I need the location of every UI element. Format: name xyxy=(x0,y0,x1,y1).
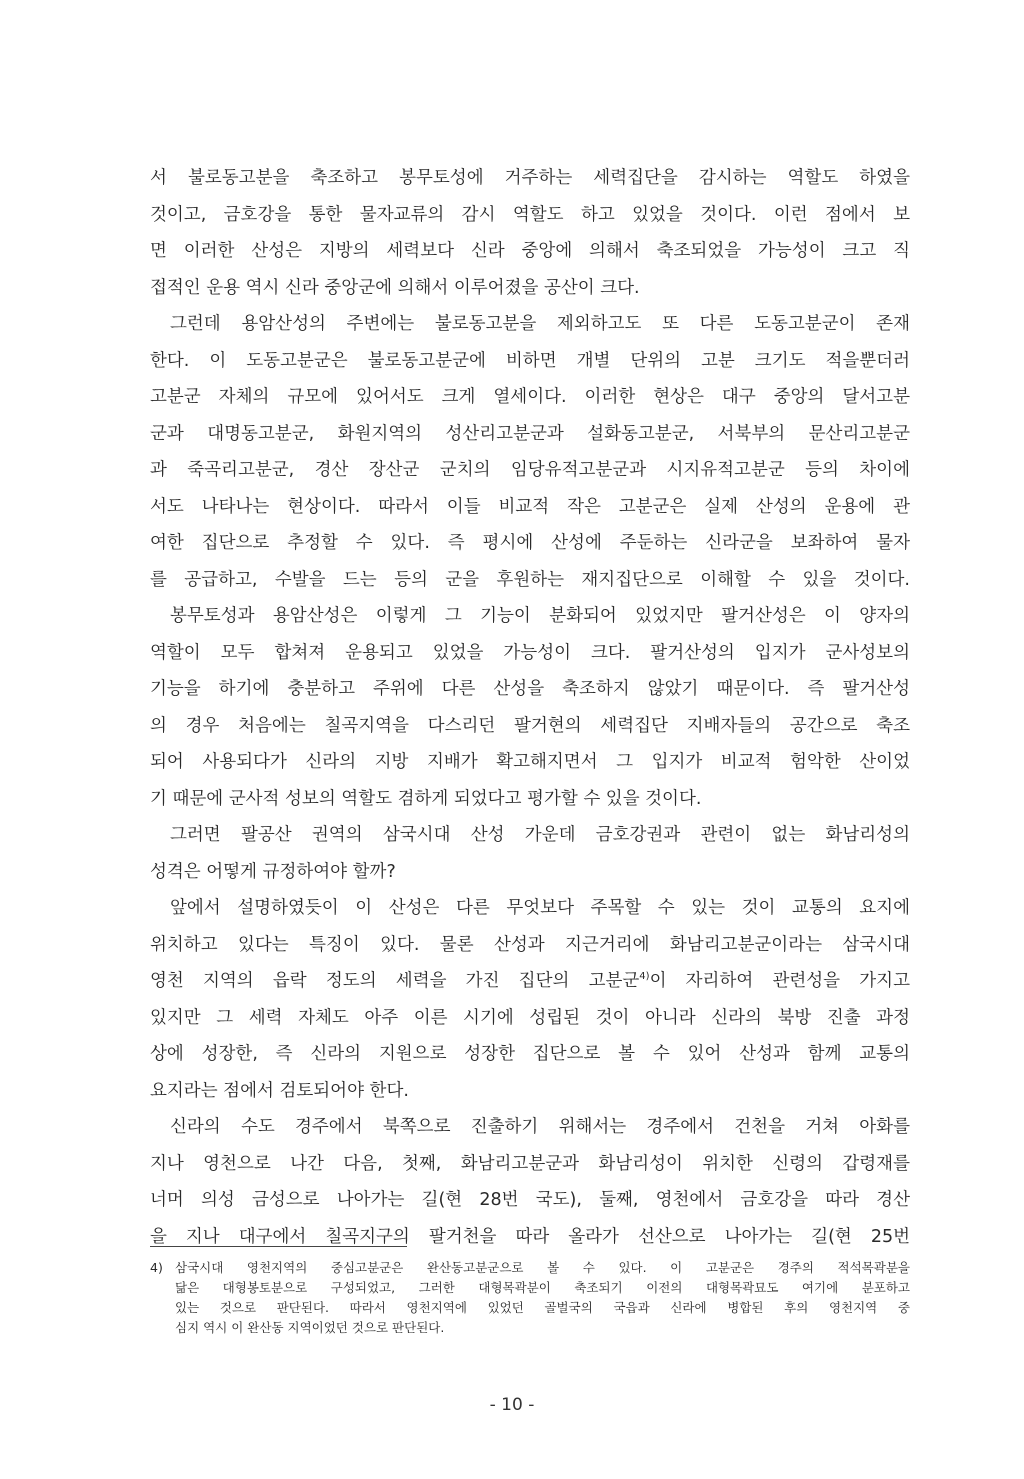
footnote-line: 있는 것으로 판단된다. 따라서 영천지역에 있었던 골벌국의 국읍과 신라에 병합된 후의 영천지역 중 xyxy=(175,1300,910,1315)
body-line-part: 이 자리하여 관련성을 가지고 xyxy=(649,971,910,991)
body-line: 의 경우 처음에는 칠곡지역을 다스리던 팔거현의 세력집단 지배자들의 공간으로 축조 xyxy=(150,715,910,736)
page-number: - 10 - xyxy=(489,1395,535,1415)
body-line: 위치하고 있다는 특징이 있다. 물론 산성과 지근거리에 화남리고분군이라는 삼국시대 xyxy=(150,934,910,955)
body-line: 한다. 이 도동고분군은 불로동고분군에 비하면 개별 단위의 고분 크기도 적을뿐더러 xyxy=(150,350,910,371)
body-line: 상에 성장한, 즉 신라의 지원으로 성장한 집단으로 볼 수 있어 산성과 함께 교통의 xyxy=(150,1044,910,1064)
body-line: 고분군 자체의 규모에 있어서도 크게 열세이다. 이러한 현상은 대구 중앙의 달서고분 xyxy=(150,387,910,407)
body-line: 그러면 팔공산 권역의 삼국시대 산성 가운데 금호강권과 관련이 없는 화남리성의 xyxy=(170,825,910,845)
body-line: 있지만 그 세력 자체도 아주 이른 시기에 성립된 것이 아니라 신라의 북방 진출 과정 xyxy=(150,1007,910,1028)
body-line: 을 지나 대구에서 칠곡지구의 팔거천을 따라 올라가 선산으로 나아가는 길(현 25번 xyxy=(150,1226,910,1247)
body-line: 앞에서 설명하였듯이 이 산성은 다른 무엇보다 주목할 수 있는 것이 교통의 요지에 xyxy=(170,898,910,918)
body-line: 를 공급하고, 수발을 드는 등의 군을 후원하는 재지집단으로 이해할 수 있을 것이다. xyxy=(150,569,910,590)
body-line: 요지라는 점에서 검토되어야 한다. xyxy=(150,1080,409,1101)
body-line-part: 영천 지역의 읍락 정도의 세력을 가진 집단의 고분군 xyxy=(150,971,640,991)
body-line: 지나 영천으로 나간 다음, 첫째, 화남리고분군과 화남리성이 위치한 신령의 갑령재를 xyxy=(150,1153,910,1174)
body-line: 역할이 모두 합쳐져 운용되고 있었을 가능성이 크다. 팔거산성의 입지가 군사성보의 xyxy=(150,642,910,663)
footnote xyxy=(150,1258,910,1338)
body-line: 여한 집단으로 추정할 수 있다. 즉 평시에 산성에 주둔하는 신라군을 보좌하여 물자 xyxy=(150,533,910,553)
body-line: 것이고, 금호강을 통한 물자교류의 감시 역할도 하고 있었을 것이다. 이런 점에서 보 xyxy=(150,204,910,225)
body-line: 서 불로동고분을 축조하고 봉무토성에 거주하는 세력집단을 감시하는 역할도 하였을 xyxy=(150,168,910,188)
body-line: 봉무토성과 용암산성은 이렇게 그 기능이 분화되어 있었지만 팔거산성은 이 양자의 xyxy=(170,606,910,626)
body-line: 성격은 어떻게 규정하여야 할까? xyxy=(150,861,396,882)
footnote-line: 닮은 대형봉토분으로 구성되었고, 그러한 대형목곽분이 축조되기 이전의 대형목곽묘도 여기에 분포하고 xyxy=(175,1280,910,1295)
footnote-reference: 4) xyxy=(639,971,650,983)
body-line: 군과 대명동고분군, 화원지역의 성산리고분군과 설화동고분군, 서북부의 문산리고분군 xyxy=(150,423,910,444)
body-line: 너머 의성 금성으로 나아가는 길(현 28번 국도), 둘째, 영천에서 금호강을 따라 경산 xyxy=(150,1190,910,1210)
body-line: 신라의 수도 경주에서 북쪽으로 진출하기 위해서는 경주에서 건천을 거쳐 아화를 xyxy=(170,1117,910,1137)
body-line: 기 때문에 군사적 성보의 역할도 겸하게 되었다고 평가할 수 있을 것이다. xyxy=(150,788,702,809)
footnote-line xyxy=(150,1258,910,1278)
body-line: 접적인 운용 역시 신라 중앙군에 의해서 이루어졌을 공산이 크다. xyxy=(150,277,640,298)
body-line: 서도 나타나는 현상이다. 따라서 이들 비교적 작은 고분군은 실제 산성의 운용에 관 xyxy=(150,496,910,517)
body-text xyxy=(150,160,910,1255)
body-line: 면 이러한 산성은 지방의 세력보다 신라 중앙에 의해서 축조되었을 가능성이 크고 직 xyxy=(150,241,910,261)
footnote-text: 삼국시대 영천지역의 중심고분군은 완산동고분군으로 볼 수 있다. 이 고분군은 경주의 적석목곽분을 xyxy=(175,1260,910,1275)
footnote-number: 4) xyxy=(150,1260,163,1275)
body-line: 그런데 용암산성의 주변에는 불로동고분을 제외하고도 또 다른 도동고분군이 존재 xyxy=(170,314,910,334)
footnote-line: 심지 역시 이 완산동 지역이었던 것으로 판단된다. xyxy=(175,1320,445,1335)
body-line: 기능을 하기에 충분하고 주위에 다른 산성을 축조하지 않았기 때문이다. 즉 팔거산성 xyxy=(150,679,910,699)
body-line-with-footnote xyxy=(150,963,910,1000)
body-line: 과 죽곡리고분군, 경산 장산군 군치의 임당유적고분군과 시지유적고분군 등의 차이에 xyxy=(150,460,910,480)
body-line: 되어 사용되다가 신라의 지방 지배가 확고해지면서 그 입지가 비교적 험악한 산이었 xyxy=(150,752,910,772)
footnote-divider xyxy=(150,1246,407,1247)
